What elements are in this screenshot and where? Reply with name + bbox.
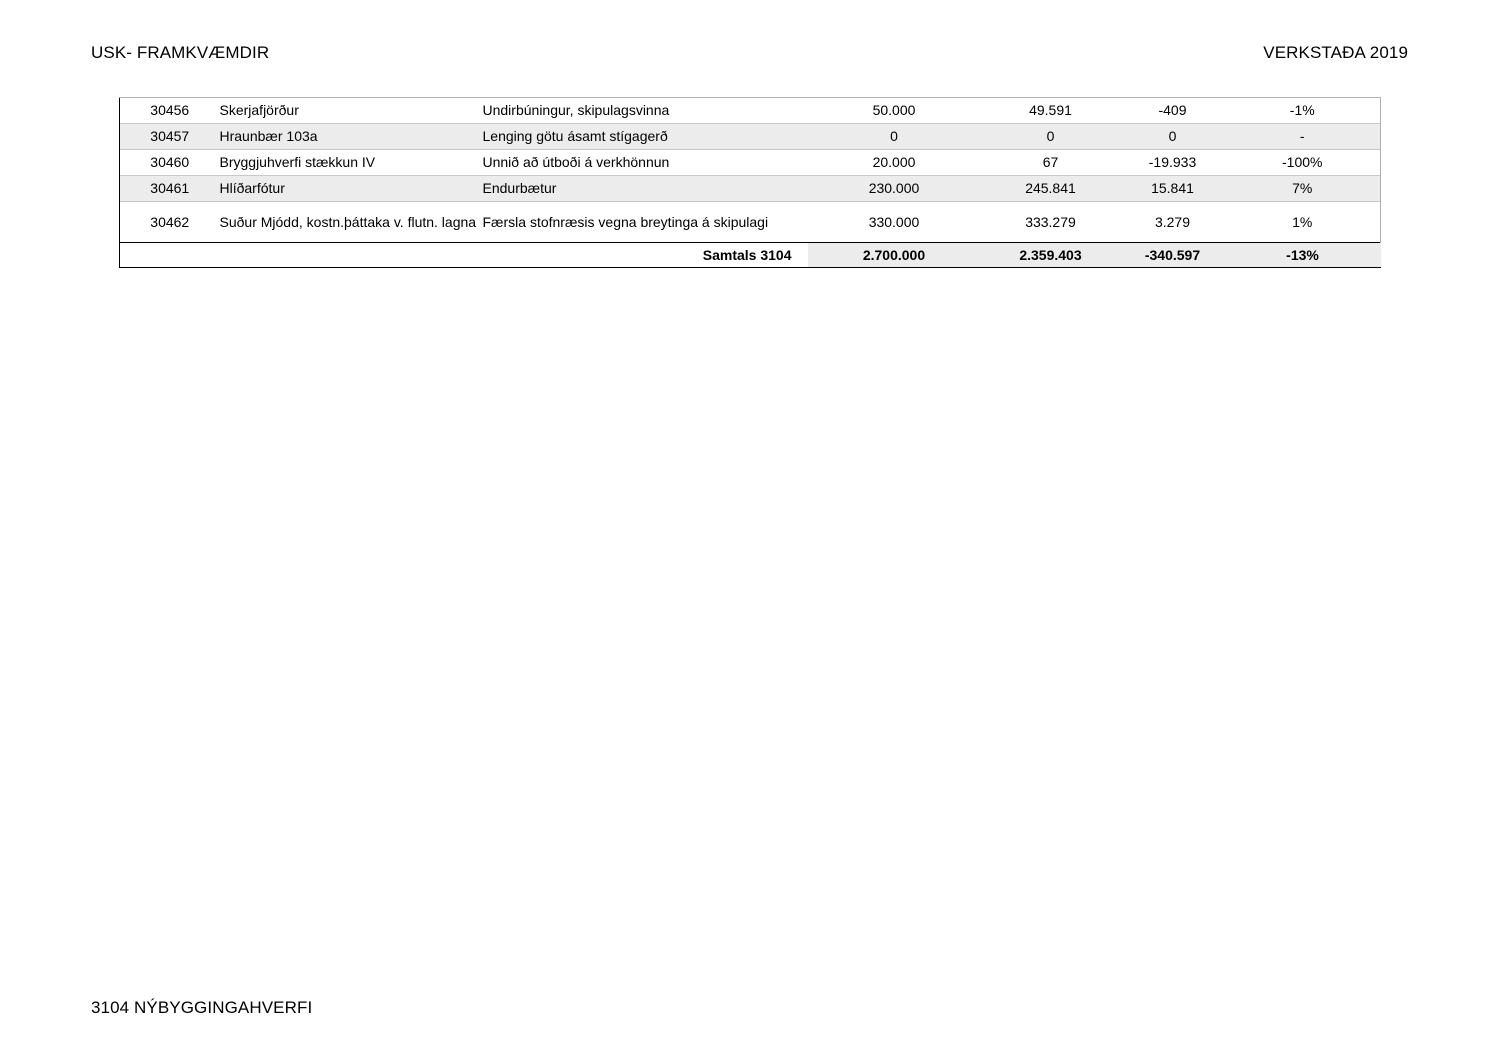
percent-value: -100% xyxy=(1225,150,1381,176)
total-row xyxy=(120,243,1381,268)
project-name: Skerjafjörður xyxy=(220,98,483,124)
actual-value: 49.591 xyxy=(981,98,1121,124)
budget-value: 0 xyxy=(808,124,981,150)
total-actual: 2.359.403 xyxy=(981,243,1121,268)
total-percent: -13% xyxy=(1225,243,1381,268)
percent-value: 7% xyxy=(1225,176,1381,202)
total-label: Samtals 3104 xyxy=(483,243,808,268)
project-description: Lenging götu ásamt stígagerð xyxy=(483,124,808,150)
actual-value: 333.279 xyxy=(981,202,1121,243)
project-status-table-container xyxy=(119,97,1380,268)
total-spacer xyxy=(220,243,483,268)
project-id: 30460 xyxy=(120,150,220,176)
budget-value: 50.000 xyxy=(808,98,981,124)
project-description: Unnið að útboði á verkhönnun xyxy=(483,150,808,176)
table-row xyxy=(120,176,1381,202)
difference-value: -409 xyxy=(1121,98,1225,124)
footer-section-title: 3104 NÝBYGGINGAHVERFI xyxy=(91,998,313,1017)
project-id: 30461 xyxy=(120,176,220,202)
table-row xyxy=(120,98,1381,124)
table-row xyxy=(120,150,1381,176)
total-budget: 2.700.000 xyxy=(808,243,981,268)
header-title-right: VERKSTAÐA 2019 xyxy=(1263,43,1408,62)
table-row xyxy=(120,202,1381,243)
percent-value: - xyxy=(1225,124,1381,150)
actual-value: 0 xyxy=(981,124,1121,150)
project-name: Hraunbær 103a xyxy=(220,124,483,150)
percent-value: -1% xyxy=(1225,98,1381,124)
project-name: Bryggjuhverfi stækkun IV xyxy=(220,150,483,176)
table-row xyxy=(120,124,1381,150)
difference-value: 3.279 xyxy=(1121,202,1225,243)
difference-value: 0 xyxy=(1121,124,1225,150)
project-id: 30456 xyxy=(120,98,220,124)
actual-value: 67 xyxy=(981,150,1121,176)
project-description: Færsla stofnræsis vegna breytinga á skipulagi xyxy=(483,202,808,243)
project-id: 30457 xyxy=(120,124,220,150)
percent-value: 1% xyxy=(1225,202,1381,243)
project-id: 30462 xyxy=(120,202,220,243)
total-difference: -340.597 xyxy=(1121,243,1225,268)
difference-value: 15.841 xyxy=(1121,176,1225,202)
project-name: Hlíðarfótur xyxy=(220,176,483,202)
difference-value: -19.933 xyxy=(1121,150,1225,176)
project-name: Suður Mjódd, kostn.þáttaka v. flutn. lagna xyxy=(220,202,483,243)
header-title-left: USK- FRAMKVÆMDIR xyxy=(91,43,270,62)
actual-value: 245.841 xyxy=(981,176,1121,202)
total-spacer xyxy=(120,243,220,268)
project-status-table xyxy=(119,97,1381,268)
project-description: Undirbúningur, skipulagsvinna xyxy=(483,98,808,124)
budget-value: 230.000 xyxy=(808,176,981,202)
budget-value: 20.000 xyxy=(808,150,981,176)
budget-value: 330.000 xyxy=(808,202,981,243)
project-description: Endurbætur xyxy=(483,176,808,202)
